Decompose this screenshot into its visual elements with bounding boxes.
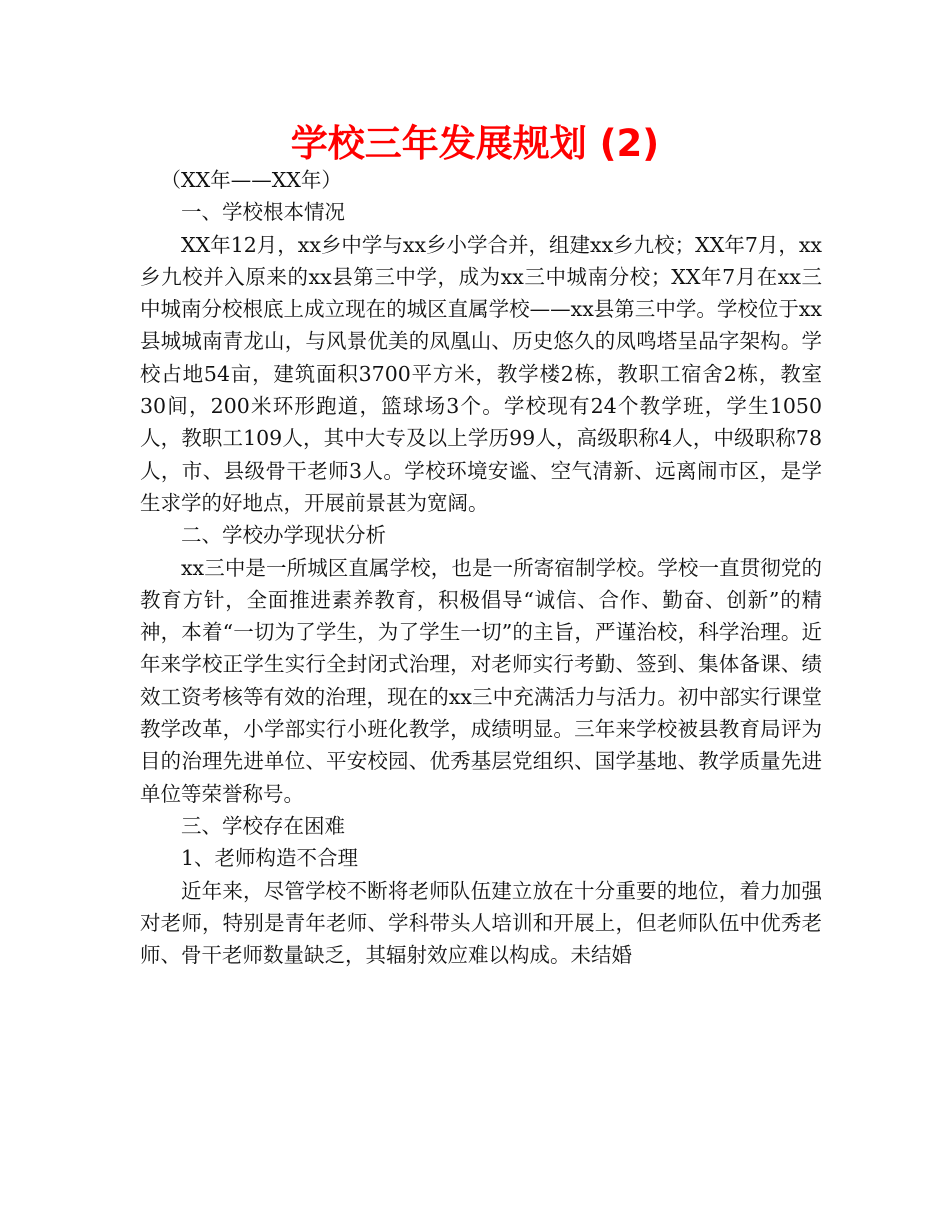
section-1-paragraph: XX年12月，xx乡中学与xx乡小学合并，组建xx乡九校；XX年7月，xx乡九校并入原来的xx县第三中学，成为xx三中城南分校；XX年7月在xx三中城南分校根底上成立现在的城区直属学校——xx县第三中学。学校位于xx县城城南青龙山，与风景优美的凤凰山、历史悠久的凤鸣塔呈品字架构。学校占地54亩，建筑面积3700平方米，教学楼2栋，教职工宿舍2栋，教室30间，200米环形跑道，篮球场3个。学校现有24个教学班，学生1050人，教职工109人，其中大专及以上学历99人，高级职称4人，中级职称78人，市、县级骨干老师3人。学校环境安谧、空气清新、远离闹市区，是学生求学的好地点，开展前景甚为宽阔。	[140, 232, 822, 515]
document-body	[140, 164, 822, 971]
section-2-heading: 二、学校办学现状分析	[181, 523, 386, 548]
section-3-paragraph: 近年来，尽管学校不断将老师队伍建立放在十分重要的地位，着力加强对老师，特别是青年老师、学科带头人培训和开展上，但老师队伍中优秀老师、骨干老师数量缺乏，其辐射效应难以构成。未结婚	[140, 878, 822, 968]
section-2-paragraph: xx三中是一所城区直属学校，也是一所寄宿制学校。学校一直贯彻党的教育方针，全面推进素养教育，积极倡导“诚信、合作、勤奋、创新”的精神，本着“一切为了学生，为了学生一切”的主旨，严谨治校，科学治理。近年来学校正学生实行全封闭式治理，对老师实行考勤、签到、集体备课、绩效工资考核等有效的治理，现在的xx三中充满活力与活力。初中部实行课堂教学改革，小学部实行小班化教学，成绩明显。三年来学校被县教育局评为目的治理先进单位、平安校园、优秀基层党组织、国学基地、教学质量先进单位等荣誉称号。	[140, 555, 822, 806]
section-1-heading: 一、学校根本情况	[181, 200, 345, 225]
section-3-subheading: 1、老师构造不合理	[181, 846, 359, 871]
document-title: 学校三年发展规划 (2)	[290, 122, 660, 165]
section-3-heading: 三、学校存在困难	[181, 813, 345, 838]
date-range: （XX年——XX年）	[160, 168, 342, 192]
